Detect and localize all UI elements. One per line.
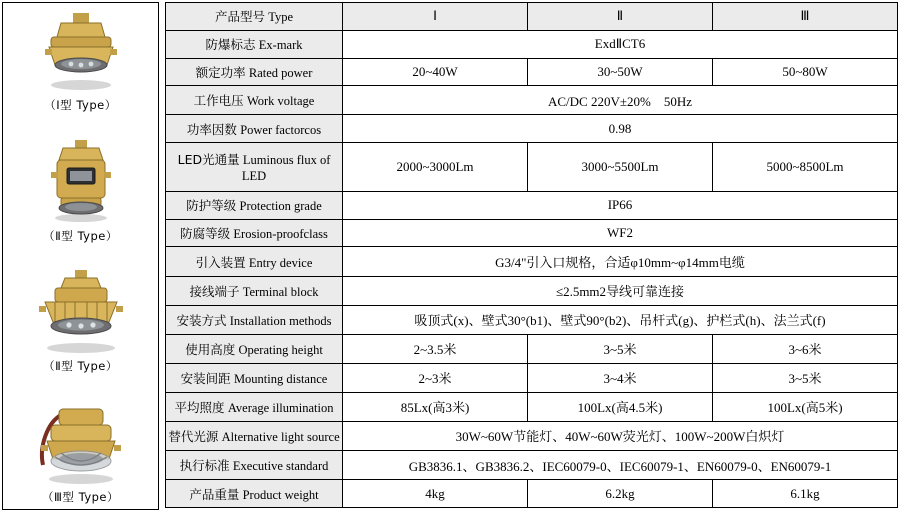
row-value: 3~5米 xyxy=(528,334,713,363)
table-row xyxy=(166,392,898,421)
table-row xyxy=(166,247,898,276)
table-row xyxy=(166,421,898,450)
row-label: 使用高度 Operating height xyxy=(166,334,343,363)
row-label: 工作电压 Work voltage xyxy=(166,86,343,115)
table-row xyxy=(166,219,898,247)
row-label: 额定功率 Rated power xyxy=(166,58,343,86)
row-value: 50~80W xyxy=(713,58,898,86)
row-value: WF2 xyxy=(343,219,898,247)
led-floodlight-type1-icon xyxy=(21,7,141,95)
table-header-row xyxy=(166,3,898,31)
table-row xyxy=(166,334,898,363)
table-row xyxy=(166,480,898,508)
product-caption: （Ⅲ型 Type） xyxy=(42,489,119,504)
row-value: IP66 xyxy=(343,191,898,219)
row-value: AC/DC 220V±20% 50Hz xyxy=(343,86,898,115)
led-floodlight-type2-icon xyxy=(21,138,141,226)
row-value: 2000~3000Lm xyxy=(343,143,528,192)
led-floodlight-type2b-icon xyxy=(21,268,141,356)
row-label: 功率因数 Power factorcos xyxy=(166,115,343,143)
row-value: 30~50W xyxy=(528,58,713,86)
row-value: G3/4"引入口规格，合适φ10mm~φ14mm电缆 xyxy=(343,247,898,276)
row-value: GB3836.1、GB3836.2、IEC60079-0、IEC60079-1、EN60079-0、EN60079-1 xyxy=(343,451,898,480)
row-value: 2~3.5米 xyxy=(343,334,528,363)
product-item xyxy=(3,268,158,374)
row-label: 产品型号 Type xyxy=(166,3,343,31)
row-label: 执行标准 Executive standard xyxy=(166,451,343,480)
row-value: 85Lx(高3米) xyxy=(343,392,528,421)
row-label: 引入装置 Entry device xyxy=(166,247,343,276)
type-column-header: Ⅲ xyxy=(713,3,898,31)
table-row xyxy=(166,363,898,392)
product-item xyxy=(3,138,158,244)
type-column-header: Ⅱ xyxy=(528,3,713,31)
row-label: 接线端子 Terminal block xyxy=(166,276,343,305)
row-value: 100Lx(高5米) xyxy=(713,392,898,421)
row-label: 防腐等级 Erosion-proofclass xyxy=(166,219,343,247)
row-value: 5000~8500Lm xyxy=(713,143,898,192)
row-value: 3000~5500Lm xyxy=(528,143,713,192)
row-value: 6.1kg xyxy=(713,480,898,508)
row-value: 3~6米 xyxy=(713,334,898,363)
product-caption: （Ⅱ型 Type） xyxy=(43,228,118,243)
row-value: 3~4米 xyxy=(528,363,713,392)
row-label: LED光通量 Luminous flux of LED xyxy=(166,143,343,192)
row-value: 3~5米 xyxy=(713,363,898,392)
table-row xyxy=(166,30,898,58)
row-label: 防护等级 Protection grade xyxy=(166,191,343,219)
product-image-column xyxy=(2,2,159,510)
row-value: 0.98 xyxy=(343,115,898,143)
row-value: ExdⅡCT6 xyxy=(343,30,898,58)
specification-table-wrap xyxy=(161,0,900,512)
row-value: 100Lx(高4.5米) xyxy=(528,392,713,421)
product-item xyxy=(3,7,158,113)
table-row xyxy=(166,276,898,305)
row-label: 安装间距 Mounting distance xyxy=(166,363,343,392)
row-label: 防爆标志 Ex-mark xyxy=(166,30,343,58)
row-label: 产品重量 Product weight xyxy=(166,480,343,508)
type-column-header: Ⅰ xyxy=(343,3,528,31)
product-caption: （Ⅰ型 Type） xyxy=(44,98,117,112)
row-label: 平均照度 Average illumination xyxy=(166,392,343,421)
table-row xyxy=(166,143,898,192)
row-value: 吸顶式(x)、壁式30°(b1)、壁式90°(b2)、吊杆式(g)、护栏式(h)、法兰式(f) xyxy=(343,305,898,334)
row-label: 安装方式 Installation methods xyxy=(166,305,343,334)
table-row xyxy=(166,191,898,219)
row-value: 4kg xyxy=(343,480,528,508)
row-value: 30W~60W节能灯、40W~60W荧光灯、100W~200W白炽灯 xyxy=(343,421,898,450)
row-value: ≤2.5mm2导线可靠连接 xyxy=(343,276,898,305)
table-row xyxy=(166,115,898,143)
table-row xyxy=(166,86,898,115)
specification-table xyxy=(165,2,898,508)
product-caption: （Ⅱ型 Type） xyxy=(43,359,118,374)
row-value: 20~40W xyxy=(343,58,528,86)
row-value: 2~3米 xyxy=(343,363,528,392)
led-floodlight-type3-icon xyxy=(21,399,141,487)
product-item xyxy=(3,399,158,505)
row-value: 6.2kg xyxy=(528,480,713,508)
table-row xyxy=(166,451,898,480)
row-label: 替代光源 Alternative light source xyxy=(166,421,343,450)
table-row xyxy=(166,305,898,334)
table-row xyxy=(166,58,898,86)
